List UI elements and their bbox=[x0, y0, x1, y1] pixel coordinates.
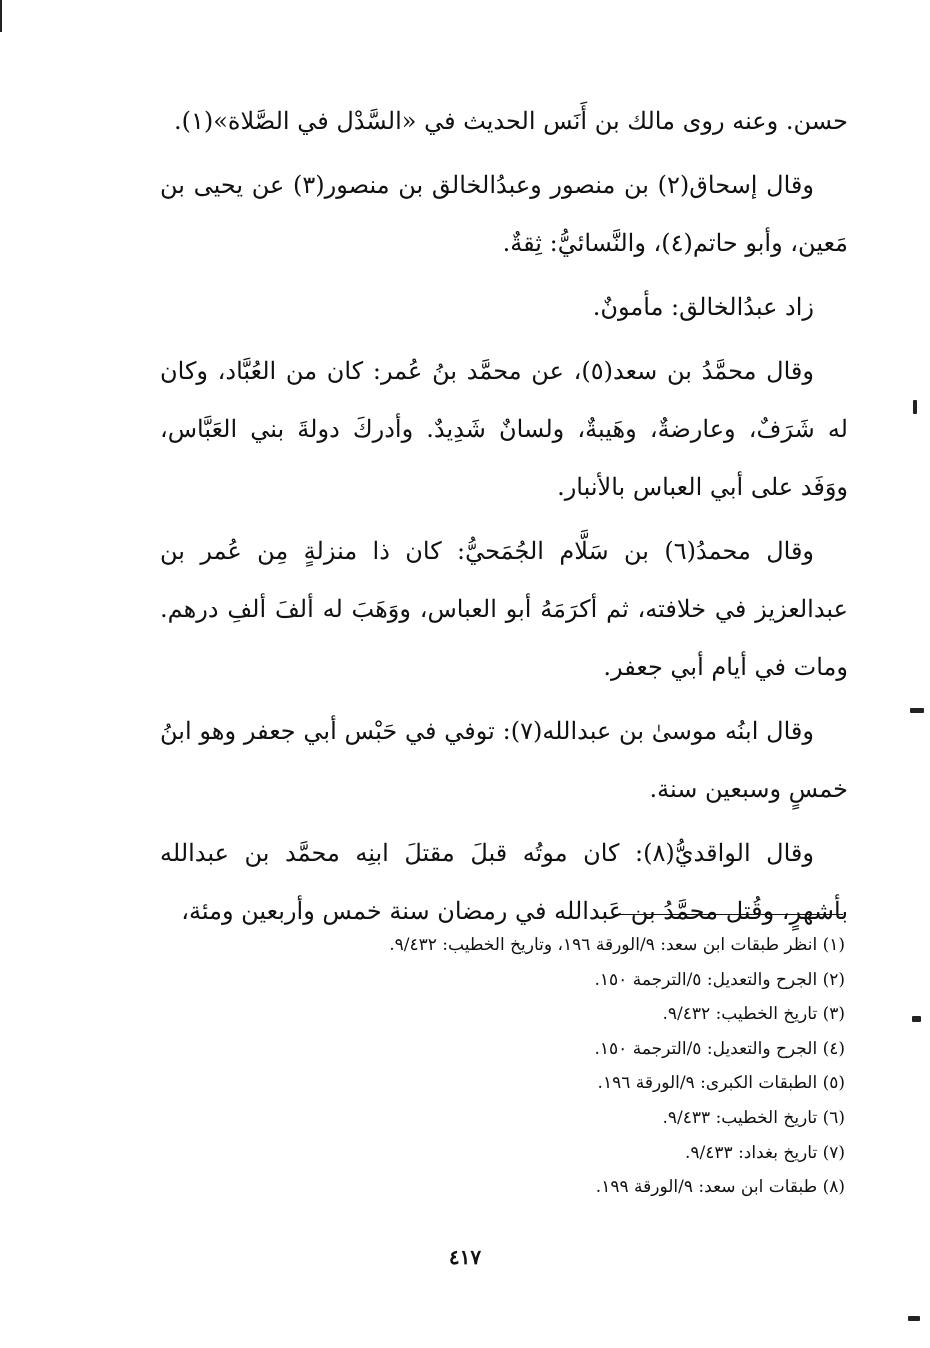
footnote: (٥) الطبقات الكبرى: ٩/الورقة ١٩٦. bbox=[597, 1073, 845, 1094]
footnotes bbox=[200, 928, 845, 1205]
footnote: (٤) الجرح والتعديل: ٥/الترجمة ١٥٠. bbox=[594, 1038, 845, 1059]
paragraph: وقال الواقديُّ(٨): كان موتُه قبلَ مقتلَ ابنِه محمَّد بن عبدالله بأشهرٍ، وقُتل محمَّدُ بن عَبدالله في رمضان سنة خمس وأربعين ومئة، bbox=[160, 839, 848, 925]
paragraph: وقال ابنُه موسىٰ بن عبدالله(٧): توفي في حَبْس أبي جعفر وهو ابنُ خمسٍ وسبعين سنة. bbox=[160, 717, 848, 803]
footnote: (٦) تاريخ الخطيب: ٩/٤٣٣. bbox=[662, 1107, 845, 1128]
footnote-separator bbox=[615, 914, 843, 915]
footnote: (٨) طبقات ابن سعد: ٩/الورقة ١٩٩. bbox=[595, 1177, 845, 1198]
scan-speck-mark bbox=[913, 400, 917, 414]
footnote: (٢) الجرح والتعديل: ٥/الترجمة ١٥٠. bbox=[594, 969, 845, 990]
footnote: (٣) تاريخ الخطيب: ٩/٤٣٢. bbox=[662, 1004, 845, 1025]
paragraph: وقال محمَّدُ بن سعد(٥)، عن محمَّد بنُ عُمر: كان من العُبَّاد، وكان له شَرَفٌ، وعارضةٌ، وهَيبةٌ، ولسانٌ شَدِيدٌ. وأدركَ دولةَ بني العَبَّاس، ووَفَد على أبي العباس بالأنبار. bbox=[160, 357, 848, 501]
paragraph: حسن. وعنه روى مالك بن أَنَس الحديث في «السَّدْل في الصَّلاة»(١). bbox=[173, 107, 848, 135]
footnote: (٧) تاريخ بغداد: ٩/٤٣٣. bbox=[685, 1142, 845, 1163]
main-text bbox=[160, 92, 848, 946]
paragraph: وقال محمدُ(٦) بن سَلَّام الجُمَحيُّ: كان ذا منزلةٍ مِن عُمر بن عبدالعزيز في خلافته، ثم أكرَمَهُ أبو العباس، ووَهَبَ له ألفَ ألفِ درهم. ومات في أيام أبي جعفر. bbox=[160, 537, 848, 681]
footnote: (١) انظر طبقات ابن سعد: ٩/الورقة ١٩٦، وتاريخ الخطيب: ٩/٤٣٢. bbox=[389, 935, 845, 955]
scan-speck-mark bbox=[912, 1016, 921, 1022]
scan-edge-mark bbox=[0, 0, 2, 32]
paragraph: زاد عبدُالخالق: مأمونٌ. bbox=[592, 293, 814, 321]
scan-speck-mark bbox=[910, 708, 924, 713]
paragraph: وقال إسحاق(٢) بن منصور وعبدُالخالق بن منصور(٣) عن يحيى بن مَعين، وأبو حاتم(٤)، والنَّسائيُّ: ثِقةٌ. bbox=[160, 171, 848, 257]
scan-speck-mark bbox=[908, 1316, 920, 1321]
page-number: ٤١٧ bbox=[448, 1245, 482, 1269]
